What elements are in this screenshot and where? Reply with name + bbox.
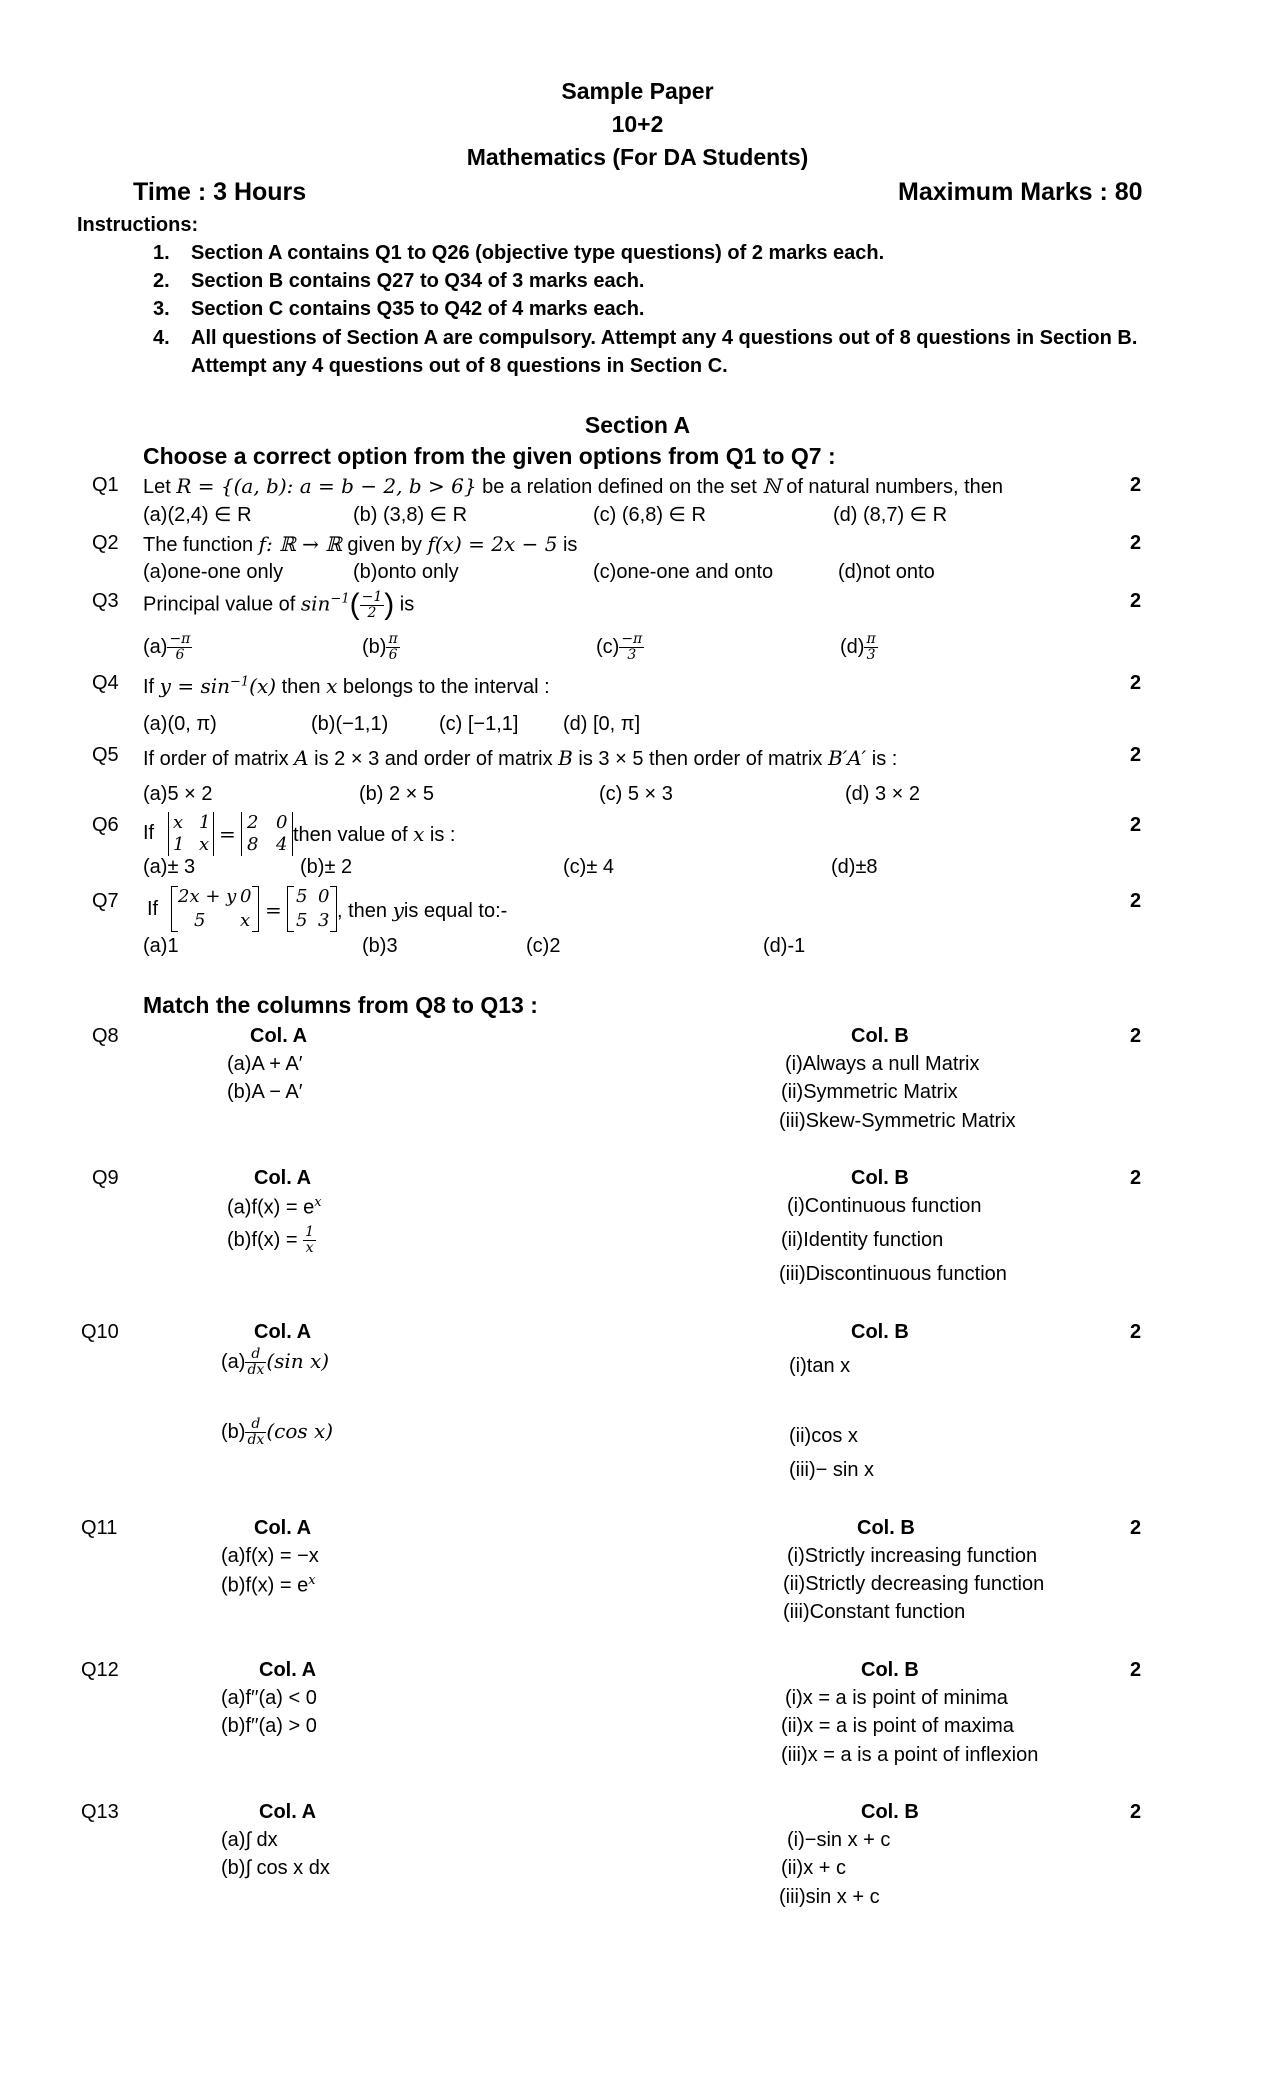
col-b-item: (i)Strictly increasing function: [787, 1545, 1038, 1567]
col-b-item: (iii)Skew-Symmetric Matrix: [779, 1110, 1016, 1132]
subject-label: Mathematics (For DA Students): [466, 144, 809, 170]
question-marks: 2: [1130, 474, 1142, 496]
col-b-header: Col. B: [861, 1801, 919, 1823]
option-d: (d) $\frac{\pi}{3}$: [840, 631, 876, 663]
question-number: Q6: [92, 814, 119, 836]
option-c: (c) 5 × 3: [599, 783, 673, 805]
question-text: The function f: ℝ → ℝ given by f(x) = 2x − 5 is: [143, 532, 578, 556]
col-a-header: Col. A: [254, 1167, 312, 1189]
col-b-item: (ii)x = a is point of maxima: [781, 1715, 1014, 1737]
determinant-left: x 1 1 x: [168, 812, 214, 856]
col-a-item: (b)∫ cos x dx: [221, 1857, 330, 1879]
col-a-item: (b)A − A′: [227, 1081, 303, 1103]
question-marks: 2: [1130, 744, 1142, 766]
instruction-text-continued: Attempt any 4 questions out of 8 questions in Section C.: [191, 355, 728, 377]
option-b: (b) 2 × 5: [359, 783, 435, 805]
col-b-item: (iii)− sin x: [789, 1459, 875, 1481]
instruction-text: Section C contains Q35 to Q42 of 4 marks each.: [191, 298, 645, 320]
question-marks: 2: [1130, 1517, 1142, 1539]
option-b: (b)± 2: [300, 856, 353, 878]
option-d: (d) (8,7) ∈ R: [833, 504, 948, 526]
instructions-label: Instructions:: [77, 214, 199, 236]
option-c: (c) [−1,1]: [439, 713, 519, 735]
col-a-header: Col. A: [259, 1659, 317, 1681]
col-b-header: Col. B: [861, 1659, 919, 1681]
col-a-item: $(a)f(x) = e^x$: [227, 1195, 322, 1219]
option-b: (b)(−1,1): [311, 713, 389, 735]
col-b-item: (iii)Discontinuous function: [779, 1263, 1007, 1285]
option-c: (c) $\frac{-\pi}{3}$: [596, 631, 643, 663]
option-c: (c)one-one and onto: [593, 561, 774, 583]
determinant-right: 2 0 8 4: [241, 812, 293, 856]
col-a-item: (a)∫ dx: [221, 1829, 278, 1851]
question-marks: 2: [1130, 672, 1142, 694]
question-marks: 2: [1130, 814, 1142, 836]
question-number: Q10: [81, 1321, 119, 1343]
mcq-heading: Choose a correct option from the given options from Q1 to Q7 :: [143, 443, 836, 469]
question-text: If $y = \sin^{-1}(x)$ then x belongs to the interval :: [143, 674, 550, 698]
option-b: (b) (3,8) ∈ R: [353, 504, 468, 526]
question-number: Q3: [92, 590, 119, 612]
instruction-num: 2.: [153, 270, 170, 292]
question-marks: 2: [1130, 532, 1142, 554]
option-b: (b)3: [362, 935, 398, 957]
col-b-item: (ii)Identity function: [781, 1229, 944, 1251]
exam-page: Sample Paper 10+2 Mathematics (For DA Students) Time : 3 Hours Maximum Marks : 80 Instructions: 1. Section A contains Q1 to Q26 (objective type questions) of 2 marks each. 2. Section B contains Q27 to Q34 of 3 marks each. 3. Section C contains Q35 to Q42 of 4 marks each. 4. All questions of Section A are compulsory. Attempt any 4 questions out of 8 questions in Section B. Attempt any 4 questions out of 8 questions in Section C. Section A Choose a correct option from the given options from Q1 to Q7 : Q1 Let R = {(a, b): a = b − 2, b > 6} be a relation defined on the set ℕ of natural numbers, then 2 (a)(2,4) ∈ R (b) (3,8) ∈ R (c) (6,8) ∈ R (d) (8,7) ∈ R Q2 The function f: ℝ → ℝ given by f(x) = 2x − 5 is 2 (a)one-one only (b)onto only (c)one-one and onto (d)not onto Q3 Principal value of $\sin^{-1}$( $\frac{-1}{2}$ ) is 2 (a) $\frac{-\pi}{6}$ (b) $\frac{\pi}{6}$ (c) $\frac{-\pi}{3}$ (d) $\frac{\pi}{3}$ Q4 If $y = \sin^{-1}(x)$ then x belongs to the interval : 2 (a)(0, π) (b)(−1,1) (c) [−1,1] (d) [0, π] Q5 If order of matrix A is 2 × 3 and order of matrix B is 3 × 5 then order of matrix B′A′ is : 2 (a)5 × 2 (b) 2 × 5 (c) 5 × 3 (d) 3 × 2 Q6 If x 1 1 x = 2 0 8 4 then value of x is : 2 (a)± 3 (b)± 2 (c)± 4 (d)±8 Q7 If 2x + y 0 5 x = 5 0 5 3 , then yis equal to:- 2 (a)1 (b)3 (c)2 (d)-1 Match the columns from Q8 to Q13 : Q8 Col. A Col. B 2 (a)A + A′ (b)A − A′ (i)Always a null Matrix (ii)Symmetric Matrix (iii)Skew-Symmetric Matrix Q9 Col. A Col. B 2 $(a)f(x) = e^x$ (b)f(x) = $\frac{1}{x}$ (i)Continuous function (ii)Identity function (iii)Discontinuous function Q10 Col. A Col. B 2 (a) $\frac{d}{dx}$ (sin x) (b) $\frac{d}{dx}$ (cos x) (i)tan x (ii)cos x (iii)− sin x Q11 Col. A Col. B 2 (a)f(x) = −x $(b)f(x) = e^x$ (i)Strictly increasing function (ii)Strictly decreasing function (iii)Constant function Q12 Col. A Col. B 2 (a)f′′(a) < 0 (b)f′′(a) > 0 (i)x = a is point of minima (ii)x = a is point of maxima (iii)x = a is a point of inflexion Q13 Col. A Col. B 2 (a)∫ dx (b)∫ cos x dx (i)−sin x + c (ii)x + c (iii)sin x + c: [0, 0, 1275, 2100]
option-a: (a)(2,4) ∈ R: [143, 504, 252, 526]
question-marks: 2: [1130, 1801, 1142, 1823]
question-text: If order of matrix A is 2 × 3 and order of matrix B is 3 × 5 then order of matrix B′A′ is :: [143, 746, 898, 770]
col-a-item: (b)f(x) = $\frac{1}{x}$: [227, 1224, 315, 1256]
matrix-right: 5 0 5 3: [287, 886, 337, 932]
col-b-item: (ii)Symmetric Matrix: [781, 1081, 958, 1103]
time-label: Time : 3 Hours: [133, 178, 307, 206]
col-b-item: (i)Always a null Matrix: [785, 1053, 980, 1075]
option-b: (b)onto only: [353, 561, 459, 583]
section-a-title: Section A: [584, 412, 691, 438]
col-a-item: (b)f′′(a) > 0: [221, 1715, 317, 1737]
question-number: Q7: [92, 890, 119, 912]
col-b-item: (i)x = a is point of minima: [785, 1687, 1008, 1709]
col-a-header: Col. A: [250, 1025, 308, 1047]
col-b-header: Col. B: [851, 1025, 909, 1047]
col-b-item: (ii)x + c: [781, 1857, 846, 1879]
col-b-item: (ii)Strictly decreasing function: [783, 1573, 1045, 1595]
option-d: (d) [0, π]: [563, 713, 641, 735]
col-b-header: Col. B: [851, 1321, 909, 1343]
option-a: (a) $\frac{-\pi}{6}$: [143, 631, 191, 663]
option-d: (d)-1: [763, 935, 806, 957]
question-marks: 2: [1130, 1025, 1142, 1047]
col-b-item: (iii)Constant function: [783, 1601, 966, 1623]
col-a-item: (b) $\frac{d}{dx}$ (cos x): [221, 1416, 334, 1448]
col-b-header: Col. B: [851, 1167, 909, 1189]
question-number: Q2: [92, 532, 119, 554]
bracket: [252, 886, 258, 932]
col-b-item: (i)−sin x + c: [787, 1829, 891, 1851]
question-number: Q13: [81, 1801, 119, 1823]
option-d: (d) 3 × 2: [845, 783, 921, 805]
col-a-item: (a) $\frac{d}{dx}$ (sin x): [221, 1346, 330, 1378]
match-heading: Match the columns from Q8 to Q13 :: [143, 992, 538, 1018]
question-number: Q5: [92, 744, 119, 766]
question-marks: 2: [1130, 590, 1142, 612]
option-d: (d)not onto: [838, 561, 935, 583]
question-text: Principal value of $\sin^{-1}$( $\frac{-1}{2}$ ) is: [143, 588, 415, 621]
max-marks-label: Maximum Marks : 80: [898, 178, 1143, 206]
col-a-item: (a)A + A′: [227, 1053, 303, 1075]
question-text: Let R = {(a, b): a = b − 2, b > 6} be a relation defined on the set ℕ of natural numbers, then: [143, 474, 1003, 498]
col-a-item: $(b)f(x) = e^x$: [221, 1573, 316, 1597]
class-label: 10+2: [611, 111, 664, 137]
option-a: (a)(0, π): [143, 713, 217, 735]
option-a: (a)5 × 2: [143, 783, 213, 805]
option-a: (a)1: [143, 935, 179, 957]
question-number: Q1: [92, 474, 119, 496]
option-b: (b) $\frac{\pi}{6}$: [362, 631, 398, 663]
col-b-item: (i)tan x: [789, 1355, 851, 1377]
question-marks: 2: [1130, 1659, 1142, 1681]
paper-title: Sample Paper: [561, 78, 714, 104]
instruction-text: All questions of Section A are compulsory. Attempt any 4 questions out of 8 questions in Section B.: [191, 327, 1138, 349]
question-marks: 2: [1130, 890, 1142, 912]
bracket: [330, 886, 336, 932]
question-marks: 2: [1130, 1167, 1142, 1189]
option-c: (c) (6,8) ∈ R: [593, 504, 706, 526]
col-a-item: (a)f(x) = −x: [221, 1545, 319, 1567]
instruction-num: 3.: [153, 298, 170, 320]
col-b-item: (iii)x = a is a point of inflexion: [781, 1744, 1039, 1766]
question-number: Q12: [81, 1659, 119, 1681]
question-number: Q8: [92, 1025, 119, 1047]
matrix-left: 2x + y 0 5 x: [171, 886, 259, 932]
col-a-header: Col. A: [259, 1801, 317, 1823]
bracket: [288, 886, 294, 932]
col-b-item: (i)Continuous function: [787, 1195, 982, 1217]
question-number: Q11: [81, 1517, 118, 1539]
col-b-item: (ii)cos x: [789, 1425, 858, 1447]
question-number: Q4: [92, 672, 119, 694]
option-a: (a)± 3: [143, 856, 196, 878]
question-marks: 2: [1130, 1321, 1142, 1343]
col-b-header: Col. B: [857, 1517, 915, 1539]
option-a: (a)one-one only: [143, 561, 284, 583]
col-a-header: Col. A: [254, 1517, 312, 1539]
col-a-item: (a)f′′(a) < 0: [221, 1687, 317, 1709]
instruction-num: 1.: [153, 242, 170, 264]
instruction-text: Section B contains Q27 to Q34 of 3 marks each.: [191, 270, 645, 292]
col-a-header: Col. A: [254, 1321, 312, 1343]
option-c: (c)2: [526, 935, 561, 957]
question-number: Q9: [92, 1167, 119, 1189]
option-d: (d)±8: [831, 856, 878, 878]
instruction-text: Section A contains Q1 to Q26 (objective type questions) of 2 marks each.: [191, 242, 885, 264]
col-b-item: (iii)sin x + c: [779, 1886, 880, 1908]
instruction-num: 4.: [153, 327, 170, 349]
option-c: (c)± 4: [563, 856, 614, 878]
